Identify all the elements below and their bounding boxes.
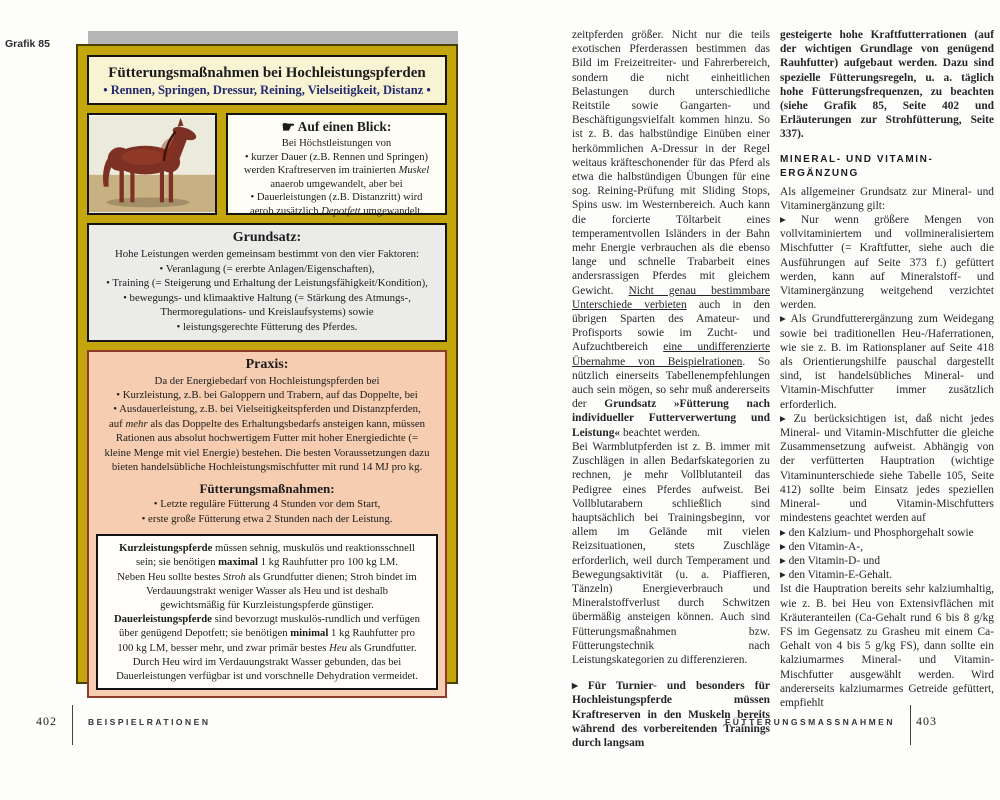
- text-segment: ▸ den Vitamin-A-,: [780, 540, 863, 553]
- text-segment: als das Doppelte des Erhaltungsbedarfs ansteigen kann, müssen: [147, 417, 426, 430]
- text-line: [780, 167, 994, 181]
- text-line: [91, 320, 443, 335]
- text-segment: ▸ Zu berücksichtigen ist, daß nicht jedes Mineral- und Vitamin-Mischfutter die gleiche Zusammensetzung aufweist. Abhängig von der verfütterten Hauptration (wichtige Vitaminunterschiede siehe Tabelle 105, Seite 412) sollte beim Einsatz jedes speziellen Mineral- und Vitamin-Mischfutters mindestens geachtet werden auf: [780, 412, 994, 525]
- text-segment: sein; sie benötigen: [135, 556, 219, 569]
- text-segment: ▸ den Kalzium- und Phosphorgehalt sowie: [780, 526, 974, 539]
- infographic-title-box: [87, 55, 447, 105]
- text-segment: . So nützlich einerseits Tabellenempfehlungen auch sein mögen, so sehr muß andererseits der: [572, 355, 770, 411]
- glance-box: [226, 113, 447, 215]
- text-line: [92, 417, 442, 431]
- page-number-left: 402: [36, 714, 57, 728]
- text-line: [100, 669, 434, 683]
- detail-lines: [100, 541, 434, 683]
- text-line: [91, 276, 443, 291]
- section-heading-mineral-vitamin: [780, 153, 994, 181]
- text-segment: mehr: [125, 417, 148, 430]
- text-column-1: [572, 28, 770, 750]
- text-segment: MINERAL- UND VITAMIN-: [780, 153, 934, 165]
- infographic-title: Fütterungsmaßnahmen bei Hochleistungspferden: [108, 65, 426, 81]
- text-line: [92, 460, 442, 474]
- text-segment: • leistungsgerechte Fütterung des Pferdes.: [176, 320, 358, 333]
- text-segment: • bewegungs- und klimaaktive Haltung (= Stärkung des Atmungs-,: [123, 291, 411, 304]
- text-segment: 1 kg Rauhfutter pro 100 kg LM.: [257, 556, 399, 569]
- running-head-right: FÜTTERUNGSMASSNAHMEN: [725, 717, 895, 727]
- massnahmen-lines: [92, 497, 442, 526]
- column2-intro: [780, 28, 994, 142]
- text-segment: eine undifferenzierte Übernahme von Beispielrationen: [572, 341, 770, 368]
- body-paragraph: [780, 582, 994, 710]
- text-line: [100, 541, 434, 555]
- text-segment: Da der Energiebedarf von Hochleistungspferden bei: [154, 374, 380, 387]
- body-paragraph: [780, 540, 994, 554]
- text-line: [91, 247, 443, 262]
- text-line: [229, 137, 444, 151]
- text-segment: über genügend Depotfett; sie benötigen: [119, 627, 291, 640]
- text-segment: Dauerleistungspferde: [113, 613, 212, 626]
- text-line: [91, 291, 443, 306]
- body-paragraph: [780, 526, 994, 540]
- text-segment: • Veranlagung (= ererbte Anlagen/Eigenschaften),: [159, 262, 375, 275]
- text-line: [100, 570, 434, 584]
- text-segment: • Kurzleistung, z.B. bei Galoppern und Trabern, auf das Doppelte, bei: [116, 388, 418, 401]
- text-line: [229, 164, 444, 178]
- praxis-box: [87, 350, 447, 699]
- text-segment: aerob zusätzlich: [250, 205, 322, 217]
- infographic-subtitle: • Rennen, Springen, Dressur, Reining, Vielseitigkeit, Distanz •: [103, 83, 431, 97]
- text-segment: Bei Höchstleistungen von: [281, 138, 392, 149]
- footer-divider-right: [910, 705, 911, 745]
- text-segment: kleine Menge mit viel Energie) bestehen. Die besten Voraussetzungen dazu: [104, 446, 430, 459]
- text-segment: als Grundfutter dienen; Stroh bindet im: [245, 570, 417, 583]
- text-line: [229, 191, 444, 205]
- text-line: [92, 512, 442, 526]
- body-paragraph: [780, 554, 994, 568]
- text-line: [229, 151, 444, 165]
- text-segment: Verdauungstrakt weniger Wasser als Heu und ist deshalb: [145, 584, 389, 597]
- body-paragraph: [572, 679, 770, 750]
- text-segment: 1 kg Rauhfutter pro: [328, 627, 415, 640]
- text-segment: maximal: [218, 556, 258, 569]
- text-line: [92, 446, 442, 460]
- text-segment: Depotfett: [321, 205, 361, 217]
- figure-label: Grafik 85: [5, 38, 50, 50]
- body-paragraph: [780, 28, 994, 142]
- page-number-right: 403: [916, 714, 937, 728]
- text-segment: Kurzleistungspferde: [119, 542, 213, 555]
- glance-lines: [229, 137, 444, 219]
- photo-and-glance-row: [87, 113, 447, 215]
- body-paragraph: [780, 185, 994, 213]
- text-segment: bieten handelsübliche Hochleistungsmischfutter mit rund 14 MJ pro kg.: [111, 461, 423, 473]
- text-segment: Nicht genau bestimmbare Unterschiede verbieten: [572, 284, 770, 311]
- text-segment: beachtet werden.: [620, 426, 701, 439]
- text-segment: sind bevorzugt muskulös-rundlich und verfügen: [211, 613, 421, 626]
- text-line: [91, 305, 443, 320]
- pointing-hand-icon: ☛: [281, 120, 296, 136]
- text-segment: werden Kraftreserven im trainierten: [243, 165, 399, 177]
- body-paragraph: [572, 440, 770, 667]
- praxis-heading: Praxis:: [245, 356, 289, 372]
- text-line: [780, 153, 994, 167]
- text-line: [100, 626, 434, 640]
- text-segment: • erste große Fütterung etwa 2 Stunden nach der Leistung.: [141, 512, 393, 525]
- body-paragraph: [780, 312, 994, 411]
- text-segment: Grundsatz »Fütterung nach individueller Futterverwertung und Leistung«: [572, 398, 770, 439]
- text-segment: Thermoregulations- und Kreislaufsystems) sowie: [160, 306, 374, 319]
- footer-divider-left: [72, 705, 73, 745]
- text-line: [229, 178, 444, 192]
- grundsatz-box: [87, 223, 447, 342]
- text-segment: auf: [108, 417, 126, 430]
- column2-body: [780, 185, 994, 711]
- text-segment: auch in den übrigen Sparten des Amateur- und Profisports sowie im Zucht- und Aufzuchtbereich: [572, 298, 770, 354]
- text-segment: gewichtsmäßig für Kurzleistungspferde günstiger.: [160, 599, 374, 612]
- text-segment: ▸ Nur wenn größere Mengen von vollvitaminiertem und vollmineralisiertem Mischfutter (= Kraftfutter, siehe auch die Ausführungen auf Seite 373 f.) gefüttert werden, kann auf Mineralstoff- und Vitaminergänzung weitgehend verzichtet werden.: [780, 214, 994, 312]
- horse-photo: [87, 113, 217, 215]
- text-line: [92, 402, 442, 416]
- text-segment: ERGÄNZUNG: [780, 167, 859, 179]
- text-segment: gesteigerte hohe Kraftfutterrationen (auf der wichtigen Grundlage von genügend Rauhfutter) aufgebaut werden. Dazu sind spezielle Fütterungsregeln, u. a. täglich hohe Fütterungsfrequenzen, zu beachten (siehe Grafik 85, Seite 402 und Erläuterungen zur Strohfütterung, Seite 337).: [780, 29, 994, 141]
- text-segment: zeitpferden größer. Nicht nur die teils exotischen Pferderassen bestimmen das Bild im Freizeitreiter- und Fahrerbereich, sondern die nicht einheitlichen Belastungen durch unterschiedliche Reitstile sowie Gangarten- und Beschäftigungsvielfalt kommen hinzu. So ist z. B. das halbstündige Einüben einer herkömmlichen A-Dressur in der Regel weitaus kräfteschonender für das Pferd als etwa die halbstündigen Übungen für eine sog. Reining-Prüfung mit Sliding Stops, Spins usw. im Westernbereich. Auch kann die forcierte Töltarbeit eines temperamentvollen Isländers in der Bahn mehr Energie verbrauchen als die ebenso lange und schnelle Trabarbeit eines andersrassigen Pferdes mit gleichem Gewicht.: [572, 29, 770, 297]
- text-column-2: [780, 28, 994, 710]
- text-line: [100, 612, 434, 626]
- massnahmen-heading: Fütterungsmaßnahmen:: [199, 481, 335, 497]
- grundsatz-heading: Grundsatz:: [232, 230, 302, 245]
- horse-illustration: [89, 115, 215, 213]
- text-segment: 100 kg LM, besser mehr, und zwar primär bestes: [117, 641, 330, 654]
- text-segment: Neben Heu sollte bestes: [117, 570, 223, 583]
- text-segment: • kurzer Dauer (z.B. Rennen und Springen): [244, 151, 429, 163]
- grundsatz-lines: [91, 247, 443, 335]
- text-segment: Ist die Hauptration bereits sehr kalziumhaltig, wie z. B. bei Heu von Extensivflächen mit Kräuteranteilen (Ca-Gehalt rund 6 bis 8 g/kg FS im Gegensatz zu Grasheu mit einem Ca-Gehalt von 4 bis 5 g/kg FS), dann sollte ein kalziumarmes Mineral- und Vitamin-Mischfutter ausgewählt werden. Wird andererseits kalziumarmes Getreide gefüttert, empfiehlt: [780, 583, 994, 709]
- text-line: [100, 598, 434, 612]
- text-segment: Muskel: [398, 165, 430, 177]
- text-line: [92, 388, 442, 402]
- text-segment: ▸ Für Turnier- und besonders für Hochleistungspferde müssen Kraftreserven in den Muskeln bereits während des vorbereitenden Trainings durch langsam: [572, 680, 770, 749]
- text-segment: minimal: [290, 627, 329, 640]
- text-line: [100, 655, 434, 669]
- text-segment: umgewandelt.: [360, 205, 423, 217]
- text-segment: Durch Heu wird im Verdauungstrakt Wasser gebunden, das bei: [132, 655, 402, 668]
- text-segment: Bei Warmblutpferden ist z. B. immer mit Zuschlägen in allen Bedarfskategorien zu rechnen, je mehr Vollblutanteil das Pedigree eines Pferdes aufweist. Bei Vollblutarabern schließlich sind hauptsächlich bei Trainingsbeginn, vor allem im Gelände mit vielen Reizsituationen, stets Zuschläge erforderlich, weil durch Temperament und Bewegungsaktivität (u. a. Piaffieren, Tänzeln) Energieverbrauch und Mineralstoffverlust durch Schwitzen übermäßig ansteigen können. Auch sind Fütterungsmaßnahmen bzw. Fütterungstechnik nach Leistungskategorien zu differenzieren.: [572, 440, 770, 666]
- text-segment: als Grundfutter.: [346, 641, 417, 654]
- body-paragraph: [780, 412, 994, 526]
- text-line: [100, 641, 434, 655]
- text-segment: ▸ den Vitamin-E-Gehalt.: [780, 569, 893, 582]
- glance-heading-text: Auf einen Blick:: [297, 119, 392, 134]
- text-segment: • Ausdauerleistung, z.B. bei Vielseitigkeitspferden und Distanzpferden,: [113, 403, 421, 416]
- text-segment: Als allgemeiner Grundsatz zur Mineral- und Vitaminergänzung gilt:: [780, 185, 994, 212]
- text-segment: Rationen aus absolut hochwertigem Futter mit hoher Energiedichte (=: [115, 432, 419, 445]
- text-line: [100, 555, 434, 569]
- text-segment: Hohe Leistungen werden gemeinsam bestimmt von den vier Faktoren:: [114, 248, 420, 260]
- text-line: [100, 584, 434, 598]
- text-segment: • Letzte reguläre Fütterung 4 Stunden vor dem Start,: [153, 498, 381, 511]
- text-segment: Heu: [329, 641, 347, 654]
- text-line: [92, 374, 442, 388]
- body-paragraph: [780, 213, 994, 312]
- text-segment: Dauerleistungen verfügbar ist und vorschnelle Dehydration vermeidet.: [116, 670, 418, 683]
- text-segment: anaerob umgewandelt, aber bei: [270, 178, 403, 190]
- text-segment: • Training (= Steigerung und Erhaltung der Leistungsfähigkeit/Kondition),: [106, 277, 428, 290]
- text-line: [229, 205, 444, 219]
- body-paragraph: [572, 28, 770, 440]
- text-segment: ▸ den Vitamin-D- und: [780, 554, 881, 567]
- text-segment: müssen sehnig, muskulös und reaktionsschnell: [212, 542, 415, 555]
- text-segment: • Dauerleistungen (z.B. Distanzritt) wird: [250, 192, 423, 204]
- glance-heading: [229, 118, 444, 137]
- text-line: [91, 262, 443, 277]
- body-paragraph: [780, 568, 994, 582]
- text-segment: ▸ Als Grundfutterergänzung zum Weidegang sowie bei traditionellen Heu-/Haferrationen, wie sie z. B. im Rationsplaner auf Seite 418 als Orientierungshilfe pauschal dargestellt sind, ist handelsübliches Mineral- und Vitamin-Mischfutter immer zusätzlich erforderlich.: [780, 313, 994, 411]
- praxis-lines: [92, 374, 442, 475]
- detail-box: [96, 534, 438, 690]
- running-head-left: BEISPIELRATIONEN: [88, 717, 211, 727]
- text-line: [92, 431, 442, 445]
- infographic-frame: [76, 44, 458, 684]
- text-line: [92, 497, 442, 511]
- text-segment: Stroh: [222, 570, 246, 583]
